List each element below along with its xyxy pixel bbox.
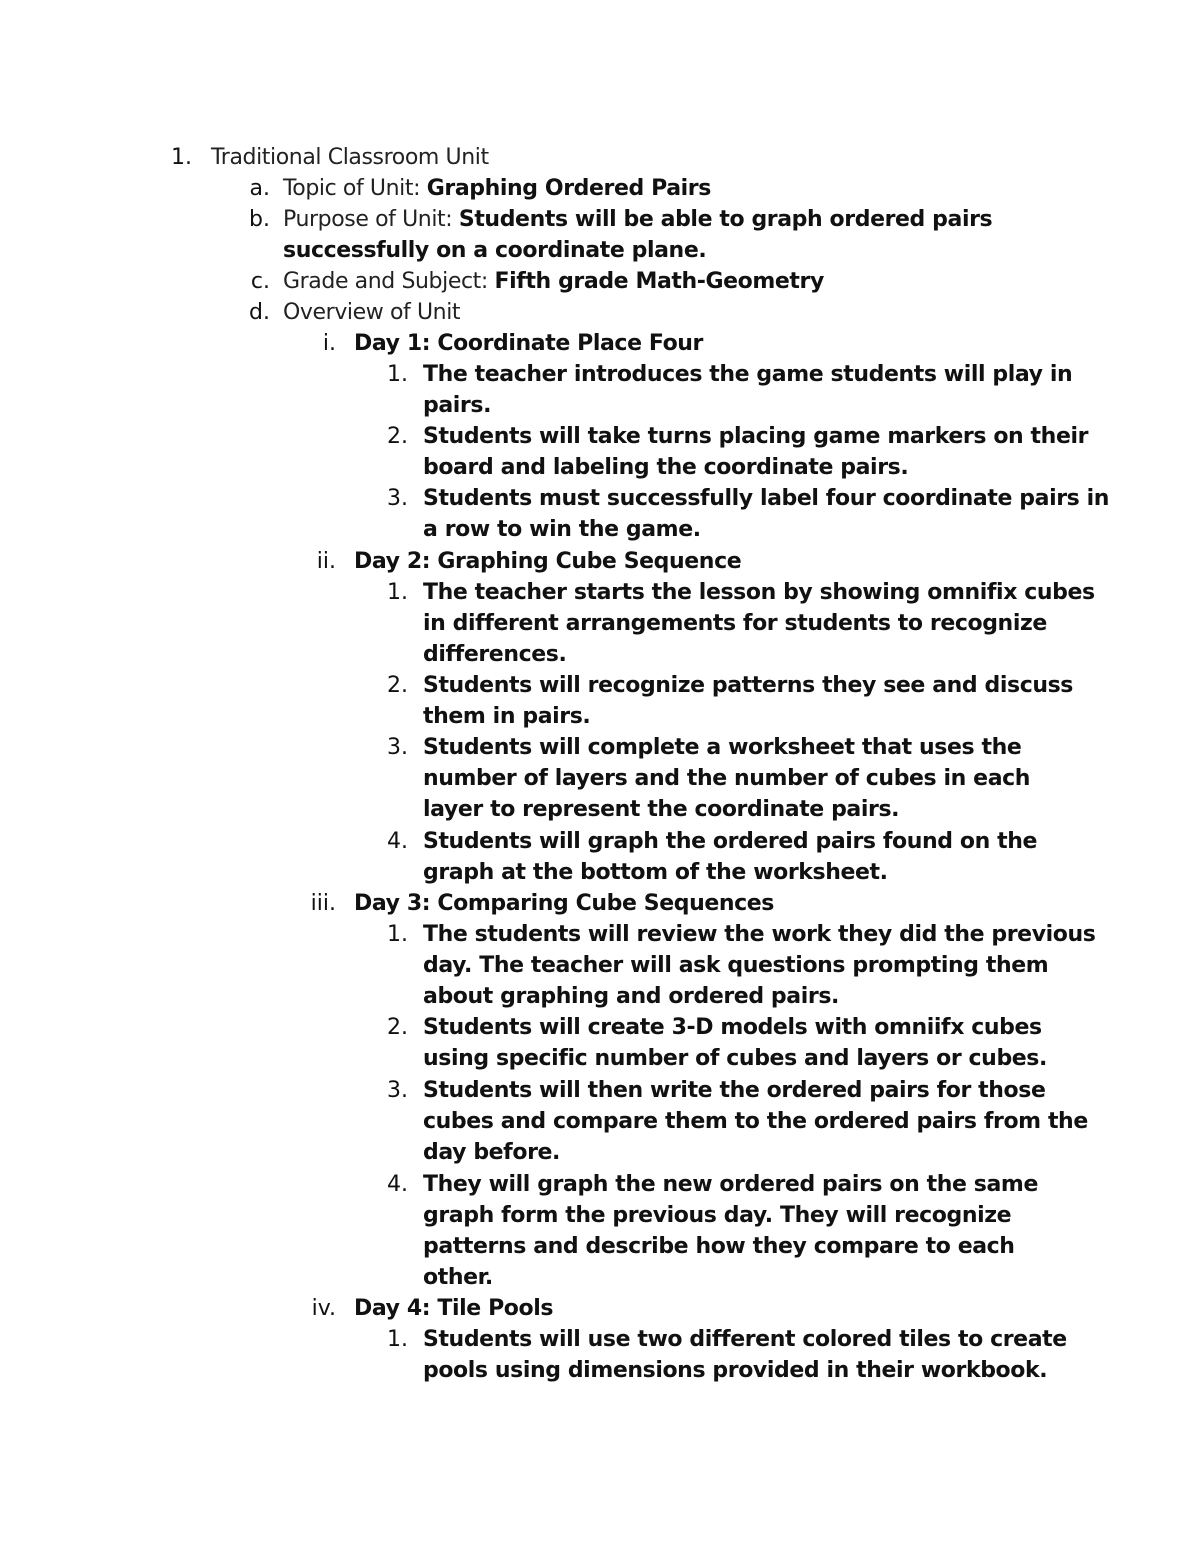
grade-value: Fifth grade Math-Geometry [494, 269, 824, 294]
day2-item1-marker: 1. [387, 580, 408, 605]
day3-item4-line3: patterns and describe how they compare to each [423, 1234, 1015, 1259]
topic-label: Topic of Unit: [283, 176, 421, 201]
outline-item-heading: Traditional Classroom Unit [211, 145, 489, 170]
day3-item1-line1: The students will review the work they did the previous [423, 922, 1096, 947]
day1-item3-line1: Students must successfully label four coordinate pairs in [423, 486, 1110, 511]
day1-title: Day 1: Coordinate Place Four [354, 331, 704, 356]
day2-title: Day 2: Graphing Cube Sequence [354, 549, 742, 574]
topic-value: Graphing Ordered Pairs [426, 176, 711, 201]
day1-item2-marker: 2. [387, 424, 408, 449]
day3-title: Day 3: Comparing Cube Sequences [354, 891, 774, 916]
day3-item3-line2: cubes and compare them to the ordered pairs from the [423, 1109, 1088, 1134]
day2-item4-line1: Students will graph the ordered pairs found on the [423, 829, 1038, 854]
day3-item1-line2: day. The teacher will ask questions prompting them [423, 953, 1049, 978]
day2-item1-line1: The teacher starts the lesson by showing omnifix cubes [423, 580, 1095, 605]
day2-item1-line3: differences. [423, 642, 567, 667]
day2-item3-marker: 3. [387, 735, 408, 760]
day1-item2-line1: Students will take turns placing game markers on their [423, 424, 1089, 449]
day2-item4-marker: 4. [387, 829, 408, 854]
day3-item3-marker: 3. [387, 1078, 408, 1103]
day1-item3-line2: a row to win the game. [423, 517, 701, 542]
day1-item2-line2: board and labeling the coordinate pairs. [423, 455, 909, 480]
outline-marker-c: c. [250, 269, 270, 294]
day1-item1-line2: pairs. [423, 393, 492, 418]
day3-item4-line2: graph form the previous day. They will recognize [423, 1203, 1012, 1228]
day3-item2-line2: using specific number of cubes and layers or cubes. [423, 1046, 1047, 1071]
purpose-label: Purpose of Unit: [283, 207, 453, 232]
day2-item2-line1: Students will recognize patterns they see and discuss [423, 673, 1073, 698]
topic-line [283, 173, 711, 204]
day3-item1-marker: 1. [387, 922, 408, 947]
day4-item1-line1: Students will use two different colored tiles to create [423, 1327, 1067, 1352]
outline-marker-a: a. [249, 176, 270, 201]
day3-item4-line4: other. [423, 1265, 493, 1290]
day1-item1-marker: 1. [387, 362, 408, 387]
day2-item2-marker: 2. [387, 673, 408, 698]
outline-marker-d: d. [249, 300, 270, 325]
day2-item3-line1: Students will complete a worksheet that uses the [423, 735, 1022, 760]
day2-item2-line2: them in pairs. [423, 704, 591, 729]
grade-line [283, 266, 824, 297]
day4-item1-marker: 1. [387, 1327, 408, 1352]
day3-item3-line1: Students will then write the ordered pairs for those [423, 1078, 1046, 1103]
purpose-line-1 [283, 204, 992, 235]
day2-item4-line2: graph at the bottom of the worksheet. [423, 860, 888, 885]
purpose-value-1: Students will be able to graph ordered pairs [458, 207, 993, 232]
day4-marker: iv. [311, 1296, 336, 1321]
day4-title: Day 4: Tile Pools [354, 1296, 554, 1321]
day3-item1-line3: about graphing and ordered pairs. [423, 984, 839, 1009]
day3-item4-line1: They will graph the new ordered pairs on the same [423, 1172, 1038, 1197]
day1-item1-line1: The teacher introduces the game students will play in [423, 362, 1073, 387]
day1-item3-marker: 3. [387, 486, 408, 511]
day1-marker: i. [322, 331, 336, 356]
day3-item4-marker: 4. [387, 1172, 408, 1197]
day3-item3-line3: day before. [423, 1140, 560, 1165]
overview-label: Overview of Unit [283, 300, 461, 325]
outline-marker-1: 1. [171, 145, 192, 170]
day2-item1-line2: in different arrangements for students to recognize [423, 611, 1047, 636]
day2-item3-line2: number of layers and the number of cubes in each [423, 766, 1031, 791]
day3-marker: iii. [310, 891, 336, 916]
grade-label: Grade and Subject: [283, 269, 488, 294]
day4-item1-line2: pools using dimensions provided in their workbook. [423, 1358, 1048, 1383]
outline-marker-b: b. [249, 207, 270, 232]
day3-item2-marker: 2. [387, 1015, 408, 1040]
purpose-value-2: successfully on a coordinate plane. [283, 238, 707, 263]
day2-item3-line3: layer to represent the coordinate pairs. [423, 797, 900, 822]
day2-marker: ii. [316, 549, 336, 574]
day3-item2-line1: Students will create 3-D models with omniifx cubes [423, 1015, 1042, 1040]
